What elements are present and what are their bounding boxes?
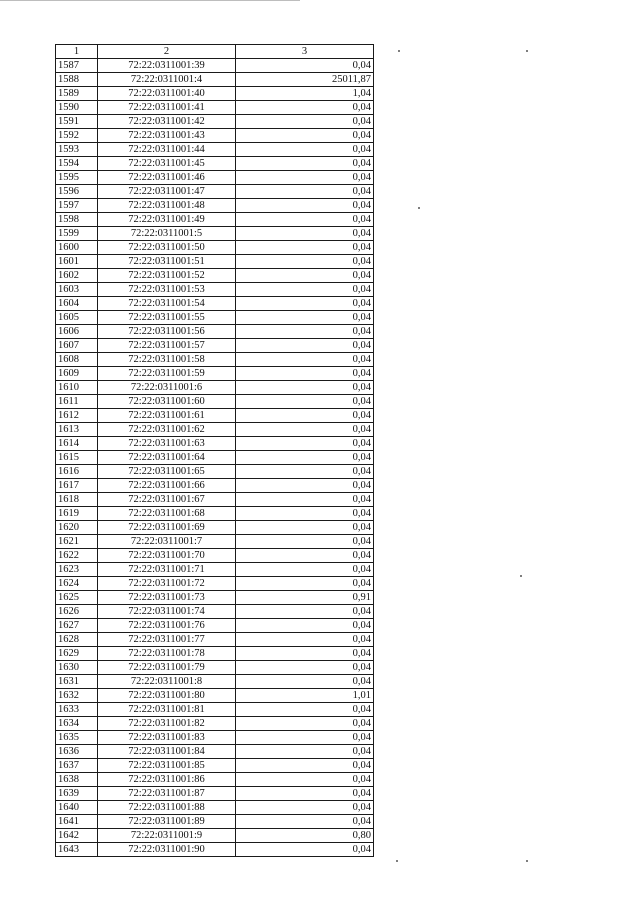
value-cell: 0,04 [236, 465, 374, 479]
row-number-cell: 1624 [56, 577, 98, 591]
cadastral-number-cell: 72:22:0311001:63 [98, 437, 236, 451]
value-cell: 0,04 [236, 479, 374, 493]
cadastral-number-cell: 72:22:0311001:62 [98, 423, 236, 437]
cadastral-number-cell: 72:22:0311001:4 [98, 73, 236, 87]
value-cell: 0,04 [236, 353, 374, 367]
cadastral-number-cell: 72:22:0311001:89 [98, 815, 236, 829]
cadastral-number-cell: 72:22:0311001:90 [98, 843, 236, 857]
value-cell: 0,04 [236, 143, 374, 157]
value-cell: 0,04 [236, 773, 374, 787]
table-row [56, 563, 374, 577]
cadastral-number-cell: 72:22:0311001:50 [98, 241, 236, 255]
scan-speck [396, 860, 398, 862]
table-row [56, 227, 374, 241]
table-header-row [56, 45, 374, 59]
cadastral-number-cell: 72:22:0311001:53 [98, 283, 236, 297]
table-row [56, 507, 374, 521]
row-number-cell: 1609 [56, 367, 98, 381]
table-row [56, 409, 374, 423]
row-number-cell: 1587 [56, 59, 98, 73]
table-row [56, 479, 374, 493]
cadastral-number-cell: 72:22:0311001:68 [98, 507, 236, 521]
table-row [56, 521, 374, 535]
row-number-cell: 1596 [56, 185, 98, 199]
table-row [56, 185, 374, 199]
row-number-cell: 1631 [56, 675, 98, 689]
value-cell: 0,04 [236, 367, 374, 381]
cadastral-number-cell: 72:22:0311001:48 [98, 199, 236, 213]
table-row [56, 745, 374, 759]
cadastral-number-cell: 72:22:0311001:54 [98, 297, 236, 311]
value-cell: 0,04 [236, 815, 374, 829]
table-row [56, 59, 374, 73]
table-row [56, 381, 374, 395]
value-cell: 0,04 [236, 199, 374, 213]
cadastral-table [55, 44, 374, 857]
value-cell: 0,04 [236, 535, 374, 549]
row-number-cell: 1616 [56, 465, 98, 479]
row-number-cell: 1626 [56, 605, 98, 619]
table-row [56, 703, 374, 717]
value-cell: 0,04 [236, 269, 374, 283]
value-cell: 0,04 [236, 423, 374, 437]
table-row [56, 437, 374, 451]
value-cell: 0,04 [236, 213, 374, 227]
value-cell: 0,04 [236, 619, 374, 633]
value-cell: 0,04 [236, 241, 374, 255]
cadastral-number-cell: 72:22:0311001:55 [98, 311, 236, 325]
cadastral-number-cell: 72:22:0311001:77 [98, 633, 236, 647]
cadastral-number-cell: 72:22:0311001:71 [98, 563, 236, 577]
table-row [56, 815, 374, 829]
row-number-cell: 1614 [56, 437, 98, 451]
table-row [56, 157, 374, 171]
cadastral-number-cell: 72:22:0311001:49 [98, 213, 236, 227]
value-cell: 1,04 [236, 87, 374, 101]
table-row [56, 367, 374, 381]
table-row [56, 171, 374, 185]
cadastral-number-cell: 72:22:0311001:42 [98, 115, 236, 129]
table-row [56, 311, 374, 325]
table-row [56, 731, 374, 745]
row-number-cell: 1643 [56, 843, 98, 857]
column-header-cadastral: 2 [98, 45, 236, 59]
table-row [56, 255, 374, 269]
value-cell: 0,04 [236, 339, 374, 353]
table-row [56, 535, 374, 549]
table-row [56, 115, 374, 129]
value-cell: 0,04 [236, 745, 374, 759]
row-number-cell: 1627 [56, 619, 98, 633]
table-row [56, 829, 374, 843]
cadastral-number-cell: 72:22:0311001:81 [98, 703, 236, 717]
value-cell: 0,04 [236, 563, 374, 577]
row-number-cell: 1634 [56, 717, 98, 731]
cadastral-number-cell: 72:22:0311001:87 [98, 787, 236, 801]
table-row [56, 647, 374, 661]
scan-edge-line [0, 0, 300, 1]
row-number-cell: 1623 [56, 563, 98, 577]
row-number-cell: 1635 [56, 731, 98, 745]
cadastral-number-cell: 72:22:0311001:70 [98, 549, 236, 563]
row-number-cell: 1637 [56, 759, 98, 773]
value-cell: 0,04 [236, 675, 374, 689]
value-cell: 0,04 [236, 521, 374, 535]
table-row [56, 339, 374, 353]
value-cell: 25011,87 [236, 73, 374, 87]
value-cell: 0,04 [236, 451, 374, 465]
row-number-cell: 1618 [56, 493, 98, 507]
row-number-cell: 1625 [56, 591, 98, 605]
row-number-cell: 1617 [56, 479, 98, 493]
table-row [56, 759, 374, 773]
value-cell: 0,04 [236, 297, 374, 311]
table-row [56, 605, 374, 619]
row-number-cell: 1603 [56, 283, 98, 297]
row-number-cell: 1607 [56, 339, 98, 353]
row-number-cell: 1592 [56, 129, 98, 143]
table-row [56, 395, 374, 409]
row-number-cell: 1610 [56, 381, 98, 395]
value-cell: 0,04 [236, 731, 374, 745]
cadastral-number-cell: 72:22:0311001:60 [98, 395, 236, 409]
value-cell: 0,04 [236, 549, 374, 563]
cadastral-number-cell: 72:22:0311001:61 [98, 409, 236, 423]
cadastral-number-cell: 72:22:0311001:59 [98, 367, 236, 381]
row-number-cell: 1620 [56, 521, 98, 535]
cadastral-number-cell: 72:22:0311001:8 [98, 675, 236, 689]
value-cell: 0,04 [236, 395, 374, 409]
row-number-cell: 1630 [56, 661, 98, 675]
row-number-cell: 1593 [56, 143, 98, 157]
table-row [56, 73, 374, 87]
row-number-cell: 1619 [56, 507, 98, 521]
table-row [56, 801, 374, 815]
value-cell: 0,04 [236, 311, 374, 325]
cadastral-number-cell: 72:22:0311001:82 [98, 717, 236, 731]
value-cell: 0,04 [236, 661, 374, 675]
row-number-cell: 1622 [56, 549, 98, 563]
column-header-number: 1 [56, 45, 98, 59]
cadastral-number-cell: 72:22:0311001:56 [98, 325, 236, 339]
cadastral-number-cell: 72:22:0311001:85 [98, 759, 236, 773]
cadastral-number-cell: 72:22:0311001:40 [98, 87, 236, 101]
cadastral-number-cell: 72:22:0311001:5 [98, 227, 236, 241]
scan-speck [418, 207, 420, 209]
row-number-cell: 1602 [56, 269, 98, 283]
table-row [56, 465, 374, 479]
row-number-cell: 1605 [56, 311, 98, 325]
table-row [56, 353, 374, 367]
value-cell: 0,04 [236, 507, 374, 521]
value-cell: 0,04 [236, 437, 374, 451]
scan-speck [520, 575, 522, 577]
value-cell: 0,04 [236, 843, 374, 857]
value-cell: 0,04 [236, 101, 374, 115]
scan-speck [526, 50, 528, 52]
cadastral-number-cell: 72:22:0311001:58 [98, 353, 236, 367]
row-number-cell: 1606 [56, 325, 98, 339]
value-cell: 0,04 [236, 759, 374, 773]
cadastral-number-cell: 72:22:0311001:47 [98, 185, 236, 199]
table-row [56, 619, 374, 633]
row-number-cell: 1591 [56, 115, 98, 129]
value-cell: 0,04 [236, 59, 374, 73]
row-number-cell: 1636 [56, 745, 98, 759]
cadastral-number-cell: 72:22:0311001:84 [98, 745, 236, 759]
cadastral-number-cell: 72:22:0311001:9 [98, 829, 236, 843]
cadastral-number-cell: 72:22:0311001:52 [98, 269, 236, 283]
cadastral-number-cell: 72:22:0311001:73 [98, 591, 236, 605]
table-row [56, 591, 374, 605]
value-cell: 0,04 [236, 283, 374, 297]
value-cell: 0,04 [236, 115, 374, 129]
value-cell: 0,04 [236, 185, 374, 199]
cadastral-number-cell: 72:22:0311001:43 [98, 129, 236, 143]
cadastral-number-cell: 72:22:0311001:41 [98, 101, 236, 115]
row-number-cell: 1590 [56, 101, 98, 115]
table-row [56, 661, 374, 675]
table-row [56, 297, 374, 311]
table-row [56, 843, 374, 857]
value-cell: 0,04 [236, 325, 374, 339]
value-cell: 0,04 [236, 493, 374, 507]
value-cell: 0,91 [236, 591, 374, 605]
value-cell: 0,04 [236, 605, 374, 619]
table-row [56, 549, 374, 563]
row-number-cell: 1629 [56, 647, 98, 661]
row-number-cell: 1597 [56, 199, 98, 213]
cadastral-number-cell: 72:22:0311001:67 [98, 493, 236, 507]
row-number-cell: 1615 [56, 451, 98, 465]
cadastral-number-cell: 72:22:0311001:39 [98, 59, 236, 73]
row-number-cell: 1611 [56, 395, 98, 409]
table-row [56, 199, 374, 213]
value-cell: 0,80 [236, 829, 374, 843]
row-number-cell: 1638 [56, 773, 98, 787]
cadastral-number-cell: 72:22:0311001:83 [98, 731, 236, 745]
row-number-cell: 1639 [56, 787, 98, 801]
table-body [56, 59, 374, 857]
cadastral-number-cell: 72:22:0311001:69 [98, 521, 236, 535]
cadastral-number-cell: 72:22:0311001:66 [98, 479, 236, 493]
value-cell: 0,04 [236, 157, 374, 171]
cadastral-number-cell: 72:22:0311001:76 [98, 619, 236, 633]
row-number-cell: 1621 [56, 535, 98, 549]
cadastral-number-cell: 72:22:0311001:57 [98, 339, 236, 353]
row-number-cell: 1632 [56, 689, 98, 703]
value-cell: 1,01 [236, 689, 374, 703]
row-number-cell: 1612 [56, 409, 98, 423]
cadastral-number-cell: 72:22:0311001:45 [98, 157, 236, 171]
row-number-cell: 1600 [56, 241, 98, 255]
row-number-cell: 1595 [56, 171, 98, 185]
table-row [56, 129, 374, 143]
value-cell: 0,04 [236, 171, 374, 185]
cadastral-number-cell: 72:22:0311001:72 [98, 577, 236, 591]
table-row [56, 773, 374, 787]
table-row [56, 213, 374, 227]
value-cell: 0,04 [236, 787, 374, 801]
cadastral-number-cell: 72:22:0311001:86 [98, 773, 236, 787]
cadastral-number-cell: 72:22:0311001:79 [98, 661, 236, 675]
cadastral-number-cell: 72:22:0311001:44 [98, 143, 236, 157]
table-row [56, 633, 374, 647]
cadastral-number-cell: 72:22:0311001:78 [98, 647, 236, 661]
cadastral-number-cell: 72:22:0311001:80 [98, 689, 236, 703]
row-number-cell: 1594 [56, 157, 98, 171]
cadastral-number-cell: 72:22:0311001:88 [98, 801, 236, 815]
table-row [56, 423, 374, 437]
table-row [56, 325, 374, 339]
row-number-cell: 1642 [56, 829, 98, 843]
value-cell: 0,04 [236, 703, 374, 717]
cadastral-number-cell: 72:22:0311001:51 [98, 255, 236, 269]
row-number-cell: 1598 [56, 213, 98, 227]
table-row [56, 689, 374, 703]
scan-speck [526, 860, 528, 862]
table-row [56, 717, 374, 731]
value-cell: 0,04 [236, 577, 374, 591]
table-row [56, 87, 374, 101]
table-row [56, 451, 374, 465]
value-cell: 0,04 [236, 381, 374, 395]
value-cell: 0,04 [236, 129, 374, 143]
row-number-cell: 1641 [56, 815, 98, 829]
value-cell: 0,04 [236, 717, 374, 731]
table-row [56, 241, 374, 255]
row-number-cell: 1608 [56, 353, 98, 367]
value-cell: 0,04 [236, 801, 374, 815]
value-cell: 0,04 [236, 633, 374, 647]
table-row [56, 283, 374, 297]
table-row [56, 269, 374, 283]
table-row [56, 143, 374, 157]
cadastral-number-cell: 72:22:0311001:65 [98, 465, 236, 479]
value-cell: 0,04 [236, 409, 374, 423]
column-header-value: 3 [236, 45, 374, 59]
cadastral-number-cell: 72:22:0311001:6 [98, 381, 236, 395]
row-number-cell: 1589 [56, 87, 98, 101]
row-number-cell: 1604 [56, 297, 98, 311]
row-number-cell: 1601 [56, 255, 98, 269]
cadastral-number-cell: 72:22:0311001:64 [98, 451, 236, 465]
value-cell: 0,04 [236, 255, 374, 269]
scan-speck [398, 50, 400, 52]
value-cell: 0,04 [236, 647, 374, 661]
row-number-cell: 1633 [56, 703, 98, 717]
row-number-cell: 1628 [56, 633, 98, 647]
row-number-cell: 1640 [56, 801, 98, 815]
table-row [56, 493, 374, 507]
table-row [56, 787, 374, 801]
cadastral-number-cell: 72:22:0311001:7 [98, 535, 236, 549]
table-row [56, 577, 374, 591]
table-row [56, 101, 374, 115]
row-number-cell: 1613 [56, 423, 98, 437]
row-number-cell: 1599 [56, 227, 98, 241]
row-number-cell: 1588 [56, 73, 98, 87]
table-row [56, 675, 374, 689]
cadastral-number-cell: 72:22:0311001:74 [98, 605, 236, 619]
cadastral-number-cell: 72:22:0311001:46 [98, 171, 236, 185]
value-cell: 0,04 [236, 227, 374, 241]
